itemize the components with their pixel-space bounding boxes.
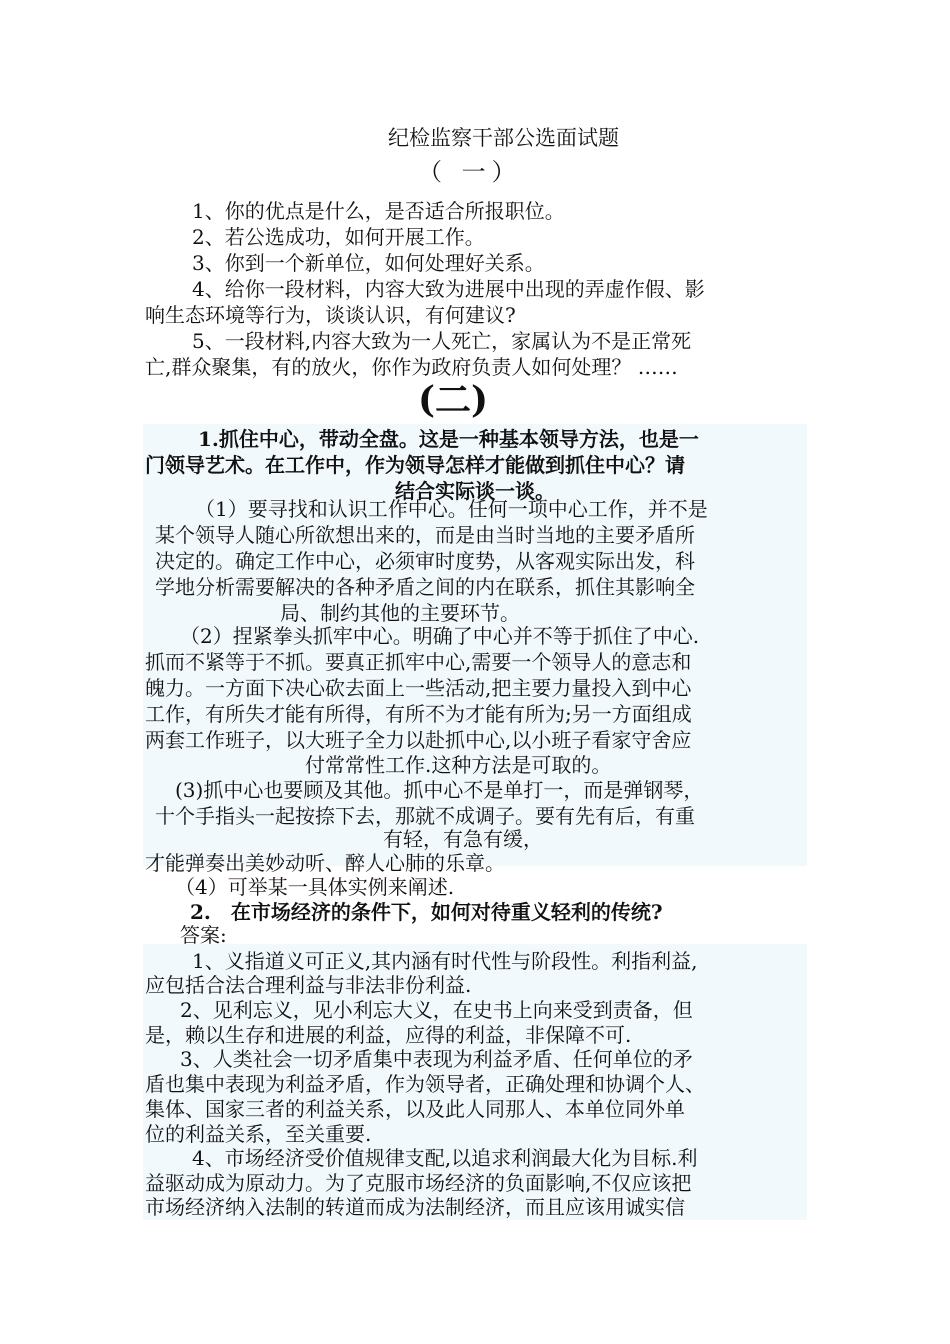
- answer-line: 两套工作班子，以大班子全力以赴抓中心,以小班子看家守舍应: [145, 728, 692, 752]
- answer-line: 盾也集中表现为利益矛盾，作为领导者，正确处理和协调个人、: [145, 1072, 705, 1096]
- answer-line: （1）要寻找和认识工作中心。任何一项中心工作，并不是: [195, 497, 708, 521]
- answer-line: 有轻，有急有缓，: [383, 827, 543, 851]
- answer-line: 才能弹奏出美妙动听、醉人心肺的乐章。: [145, 851, 505, 875]
- text-line: 1、你的优点是什么，是否适合所报职位。: [192, 199, 565, 223]
- answer-label: 答案:: [180, 923, 227, 947]
- question-line: 1.抓住中心，带动全盘。这是一种基本领导方法，也是一: [198, 427, 699, 451]
- answer-line: 局、制约其他的主要环节。: [280, 601, 520, 625]
- answer-line: (3)抓中心也要顾及其他。抓中心不是单打一，而是弹钢琴，: [175, 778, 704, 802]
- answer-line: 3、人类社会一切矛盾集中表现为利益矛盾、任何单位的矛: [180, 1047, 693, 1071]
- answer-line: 集体、国家三者的利益关系，以及此人同那人、本单位同外单: [145, 1097, 685, 1121]
- document-title: 纪检监察干部公选面试题: [388, 126, 619, 150]
- answer-line: 应包括合法合理利益与非法非份利益.: [145, 973, 472, 997]
- answer-line: 2、见利忘义，见小利忘大义，在史书上向来受到责备，但: [180, 998, 693, 1022]
- answer-line: 决定的。确定工作中心，必须审时度势，从客观实际出发，科: [155, 549, 695, 573]
- question-line: 门领导艺术。在工作中，作为领导怎样才能做到抓住中心？请: [145, 453, 685, 477]
- section-heading-2: (二): [418, 379, 489, 421]
- text-line: 4、给你一段材料，内容大致为进展中出现的弄虚作假、影: [192, 277, 705, 301]
- question-line: 2. 在市场经济的条件下，如何对待重义轻利的传统?: [190, 900, 663, 924]
- answer-line: （2）捏紧拳头抓牢中心。明确了中心并不等于抓住了中心.: [180, 624, 700, 648]
- text-line: 2、若公选成功，如何开展工作。: [192, 225, 485, 249]
- answer-line: （4）可举某一具体实例来阐述.: [175, 875, 455, 899]
- section-heading-1: （ 一）: [418, 158, 522, 186]
- answer-line: 付常常性工作.这种方法是可取的。: [305, 753, 612, 777]
- answer-line: 十个手指头一起按捺下去，那就不成调子。要有先有后，有重: [155, 804, 695, 828]
- text-line: 5、一段材料,内容大致为一人死亡，家属认为不是正常死: [192, 329, 692, 353]
- answer-line: 益驱动成为原动力。为了克服市场经济的负面影响,不仅应该把: [145, 1171, 692, 1195]
- answer-line: 某个领导人随心所欲想出来的，而是由当时当地的主要矛盾所: [155, 523, 695, 547]
- question-line: 结合实际谈一谈。: [395, 479, 555, 503]
- answer-line: 4、市场经济受价值规律支配,以追求利润最大化为目标.利: [192, 1146, 698, 1170]
- answer-line: 工作，有所失才能有所得，有所不为才能有所为;另一方面组成: [145, 702, 692, 726]
- answer-line: 市场经济纳入法制的转道而成为法制经济，而且应该用诚实信: [145, 1195, 685, 1219]
- text-line: 亡,群众聚集，有的放火，你作为政府负责人如何处理？ ……: [145, 355, 678, 379]
- answer-line: 抓而不紧等于不抓。要真正抓牢中心,需要一个领导人的意志和: [145, 650, 692, 674]
- answer-line: 1、义指道义可正义,其内涵有时代性与阶段性。利指利益,: [192, 949, 698, 973]
- text-line: 3、你到一个新单位，如何处理好关系。: [192, 251, 545, 275]
- answer-line: 是，赖以生存和进展的利益，应得的利益，非保障不可.: [145, 1023, 632, 1047]
- answer-line: 魄力。一方面下决心砍去面上一些活动,把主要力量投入到中心: [145, 676, 692, 700]
- answer-line: 学地分析需要解决的各种矛盾之间的内在联系，抓住其影响全: [155, 575, 695, 599]
- answer-line: 位的利益关系，至关重要.: [145, 1122, 372, 1146]
- text-line: 响生态环境等行为，谈谈认识，有何建议?: [145, 303, 516, 327]
